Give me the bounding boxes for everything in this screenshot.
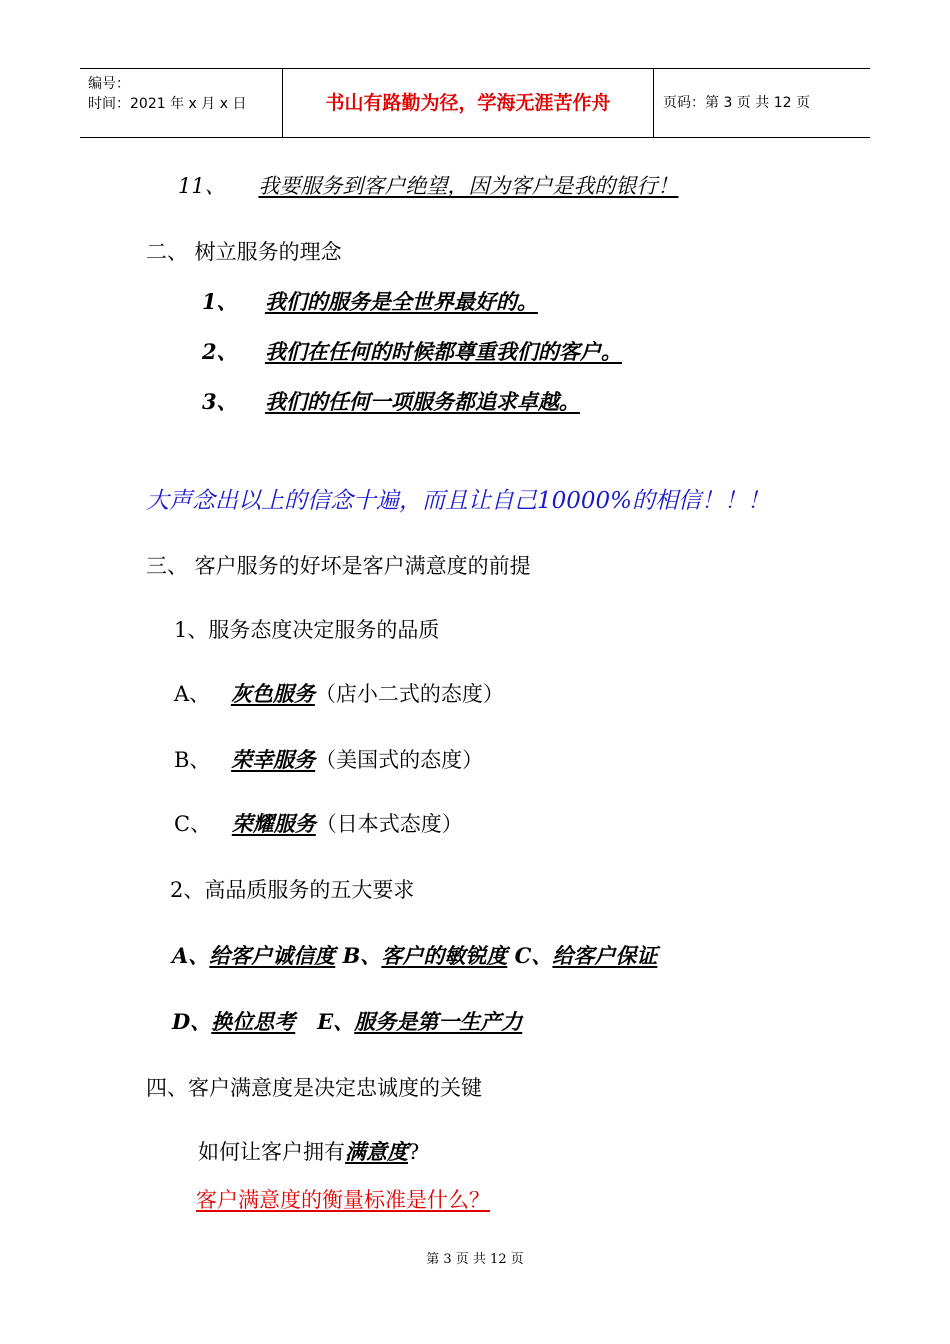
page-header (80, 68, 870, 138)
item-11-text: 我要服务到客户绝望，因为客户是我的银行！ (258, 174, 679, 198)
section-3-title: 三、 客户服务的好坏是客户满意度的前提 (146, 554, 531, 578)
item-text: 我们的服务是全世界最好的。 (264, 289, 538, 314)
item-number: 1、 (202, 289, 238, 314)
req-letter: D (172, 1009, 191, 1034)
satisfaction-question (198, 1136, 419, 1166)
level-name: 荣幸服务 (231, 747, 316, 772)
page-number-label: 页码：第 3 页 共 12 页 (663, 95, 810, 111)
req-letter: C (514, 943, 532, 968)
question-suffix: ? (408, 1140, 420, 1164)
req-sep: 、 (190, 1009, 212, 1034)
section-2-item-3 (202, 386, 697, 416)
section-3-sub-2: 2、高品质服务的五大要求 (170, 878, 415, 902)
level-letter: A、 (174, 682, 211, 706)
requirements-line-2 (172, 1006, 522, 1036)
measurement-question: 客户满意度的衡量标准是什么？ (196, 1188, 490, 1212)
requirements-line-1 (172, 940, 657, 970)
number-label: 编号： (88, 76, 130, 92)
header-motto: 书山有路勤为径，学海无涯苦作舟 (283, 69, 654, 137)
time-label: 时间：2021 年 x 月 x 日 (88, 96, 247, 112)
service-level-a (174, 678, 504, 708)
section-3-sub-1: 1、服务态度决定服务的品质 (174, 618, 440, 642)
req-text: 给客户诚信度 (209, 943, 336, 968)
section-2-item-1 (202, 286, 697, 316)
item-number: 2、 (202, 339, 238, 364)
level-letter: B、 (174, 748, 211, 772)
req-sep: 、 (333, 1009, 355, 1034)
level-name: 灰色服务 (230, 681, 315, 706)
level-letter: C、 (174, 812, 212, 836)
req-letter: A (172, 943, 189, 968)
item-number: 3、 (202, 389, 238, 414)
level-desc: （美国式的态度） (315, 748, 484, 772)
page-footer: 第 3 页 共 12 页 (426, 1252, 524, 1267)
section-2-item-2 (202, 336, 697, 366)
section-4-title: 四、客户满意度是决定忠诚度的关键 (146, 1076, 482, 1100)
req-sep: 、 (360, 943, 382, 968)
item-text: 我们在任何的时候都尊重我们的客户。 (264, 339, 622, 364)
req-sep: 、 (531, 943, 553, 968)
item-text: 我们的任何一项服务都追求卓越。 (264, 389, 580, 414)
header-info-cell (80, 69, 283, 137)
section-2-title: 二、 树立服务的理念 (146, 240, 342, 264)
level-desc: （日本式态度） (315, 812, 463, 836)
level-name: 荣耀服务 (231, 811, 316, 836)
req-sep: 、 (188, 943, 210, 968)
req-letter: E (317, 1009, 334, 1034)
req-text: 服务是第一生产力 (354, 1009, 523, 1034)
level-desc: （店小二式的态度） (314, 682, 504, 706)
req-letter: B (342, 943, 361, 968)
belief-chant: 大声念出以上的信念十遍，而且让自己10000%的相信！！！ (146, 488, 771, 514)
item-11 (178, 170, 678, 200)
question-emphasis: 满意度 (345, 1139, 408, 1164)
req-text: 客户的敏锐度 (381, 943, 508, 968)
req-text: 换位思考 (211, 1009, 296, 1034)
item-11-number: 11、 (178, 174, 226, 198)
req-text: 给客户保证 (552, 943, 658, 968)
service-level-c (174, 808, 463, 838)
question-prefix: 如何让客户拥有 (198, 1140, 345, 1164)
service-level-b (174, 744, 483, 774)
